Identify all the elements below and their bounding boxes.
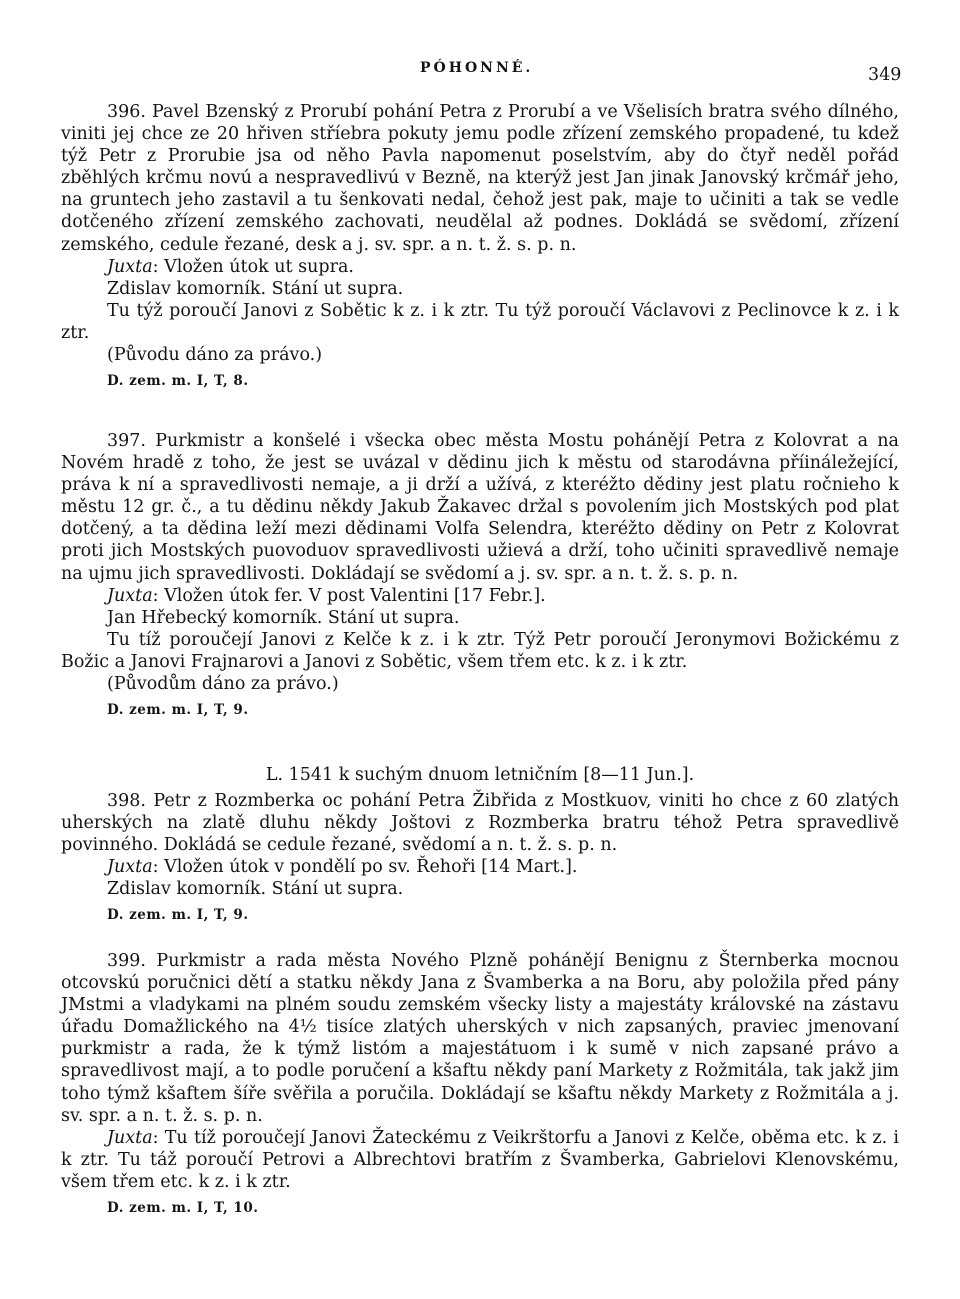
entry-line: Tu tíž poroučejí Janovi z Kelče k z. i k ztr. Týž Petr poroučí Jeronymovi Božickému z Božic a Janovi Frajnarovi a Janovi z Sobětic, všem třem etc. k z. i k ztr.	[61, 629, 899, 672]
entry-398	[61, 790, 899, 927]
entry-line: Zdislav komorník. Stání ut supra.	[107, 278, 404, 299]
source-reference: D. zem. m. I, T, 10.	[107, 1200, 259, 1217]
juxta-label: Juxta	[107, 256, 153, 277]
juxta-line	[61, 1127, 899, 1193]
juxta-label: Juxta	[107, 1127, 153, 1148]
juxta-text: : Vložen útok v pondělí po sv. Řehoři [14 Mart.].	[152, 857, 578, 878]
entry-body: 396. Pavel Bzenský z Prorubí pohání Petra z Prorubí a ve Všelisích bratra svého dílného, viniti jej chce ze 20 hřiven stříebra pokuty jemu podle zřízení zemského propadené, tu kdež týž Petr z Prorubie jsa od něho Pavla napomenut poselstvím, aby do čtyř neděl pořád zběhlých krčmu novú a nespravedlivú v Bezně, na kterýž jest Jan jinak Janovský krčmář jeho, na gruntech jeho zastavil a tu šenkovati nedal, čehož jest pak, maje to učiniti a tak se vedle dotčeného zřízení zemského zachovati, neudělal až podnes. Dokládá se svědomí, zřízení zemského, cedule řezané, desk a j. sv. spr. a n. t. ž. s. p. n.	[61, 102, 899, 255]
entry-397	[61, 430, 899, 721]
entry-line: (Původu dáno za právo.)	[107, 345, 323, 366]
entry-line: Zdislav komorník. Stání ut supra.	[107, 879, 404, 900]
juxta-label: Juxta	[107, 585, 153, 606]
juxta-line	[61, 256, 899, 278]
section-heading-block	[61, 764, 899, 786]
entry-body: 397. Purkmistr a konšelé i všecka obec města Mostu pohánějí Petra z Kolovrat a na Novém hradě z toho, že jest se uvázal v dědinu jich k městu od starodávna příináležející, práva k ní a spravedlivosti nemaje, a ji drží a užívá, z kteréžto dědiny jest platu ročnieho k městu 12 gr. č., a tu dědinu někdy Jakub Žakavec držal s povolením jich Mostských pod plat dotčený, a ta dědina leží mezi dědinami Volfa Selendra, kteréžto dědiny on Petr z Kolovrat proti jich Mostských puovoduov spravedlivosti užievá a drží, toho učiniti spravedlivě nemaje na ujmu jich spravedlivosti. Dokládají se svědomí a j. sv. spr. a n. t. ž. s. p. n.	[61, 431, 899, 584]
juxta-line	[61, 585, 899, 607]
entry-body: 398. Petr z Rozmberka oc pohání Petra Žibřida z Mostkuov, viniti ho chce z 60 zlatých uherských na zlatě dluhu někdy Joštovi z Rozmberka bratru téhož Petra spravedlivě povinného. Dokládá se cedule řezané, svědomí a n. t. ž. s. p. n.	[61, 791, 899, 856]
juxta-line	[61, 856, 899, 878]
entry-line: Tu týž poroučí Janovi z Sobětic k z. i k ztr. Tu týž poroučí Václavovi z Peclinovce k z. i k ztr.	[61, 300, 899, 343]
entry-396	[61, 101, 899, 392]
entry-399	[61, 950, 899, 1219]
entry-line: (Původům dáno za právo.)	[107, 674, 339, 695]
juxta-text: : Vložen útok ut supra.	[152, 256, 354, 277]
source-reference: D. zem. m. I, T, 8.	[107, 373, 249, 390]
juxta-text: : Tu tíž poroučejí Janovi Žateckému z Veikrštorfu a Janovi z Kelče, oběma etc. k z. i k ztr. Tu táž poroučí Petrovi a Albrechtovi bratřím z Švamberka, Gabrielovi Klenovskému, všem třem etc. k z. i k ztr.	[61, 1127, 899, 1192]
section-heading: L. 1541 k suchým dnuom letničním [8—11 Jun.].	[265, 765, 695, 785]
source-reference: D. zem. m. I, T, 9.	[107, 702, 249, 719]
juxta-label: Juxta	[107, 857, 153, 878]
entry-line: Jan Hřebecký komorník. Stání ut supra.	[107, 607, 460, 628]
source-reference: D. zem. m. I, T, 9.	[107, 907, 249, 924]
page-number: 349	[868, 65, 902, 85]
running-title: PÓHONNÉ.	[420, 60, 534, 76]
juxta-text: : Vložen útok fer. V post Valentini [17 Febr.].	[152, 585, 546, 606]
entry-body: 399. Purkmistr a rada města Nového Plzně pohánějí Benignu z Šternberka mocnou otcovskú poručnici dětí a statku někdy Jana z Švamberka a na Boru, aby položila před pány JMstmi a vladykami na plném soudu zemském všecky listy a majestáty královské na zástavu úřadu Domažlického na 4½ tisíce zlatých uherských v nich zapsaných, praviec jmenovaní purkmistr a rada, že k týmž listóm a majestátuom i k sumě v nich zapsané právo a spravedlivost mají, a to podle poručení a kšaftu někdy paní Markety z Rožmitála, tak jakž jim toho týmž kšaftem šíře svěřila a poručila. Dokládají se kšaftu někdy Markety z Rožmitála a j. sv. spr. a n. t. ž. s. p. n.	[61, 951, 899, 1126]
